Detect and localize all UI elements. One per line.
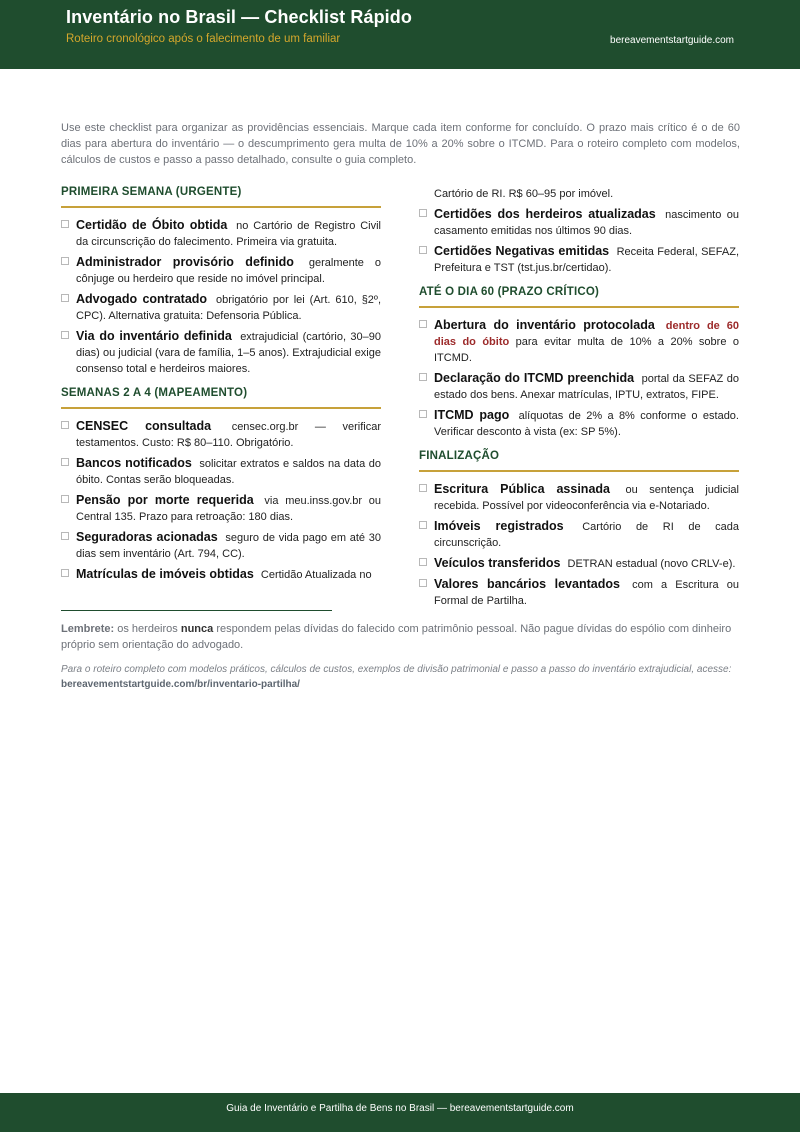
item-label: Bancos notificados [76,456,192,470]
checkbox[interactable] [61,257,69,265]
item-text: via meu.inss.gov.br ou Central 135. Prazo para retroação: 180 dias. [76,495,381,523]
checkbox[interactable] [419,320,427,328]
checklist-item[interactable] [419,555,739,572]
checklist-item[interactable] [61,217,381,250]
item-text: seguro de vida pago em até 30 dias sem inventário (Art. 794, CC). [76,532,381,560]
checklist-item[interactable] [61,254,381,287]
item-text: DETRAN estadual (novo CRLV-e). [567,558,736,570]
section-title-day60: ATÉ O DIA 60 (PRAZO CRÍTICO) [419,286,739,308]
deadline-highlight: dentro de 60 dias do óbito [434,320,739,348]
item-text: solicitar extratos e saldos na data do óbito. Contas serão bloqueadas. [76,458,382,486]
checkbox[interactable] [61,294,69,302]
checklist-item[interactable] [419,518,739,551]
checkbox[interactable] [61,458,69,466]
checkbox[interactable] [419,209,427,217]
item-text: geralmente o cônjuge ou herdeiro que reside no imóvel principal. [76,257,381,285]
header-site-link[interactable]: bereavementstartguide.com [610,35,734,46]
guide-link[interactable]: bereavementstartguide.com/br/inventario-partilha/ [61,679,300,690]
checkbox[interactable] [419,246,427,254]
checklist-item[interactable] [419,481,739,514]
item-text: censec.org.br — verificar testamentos. Custo: R$ 80–110. Obrigatório. [76,421,382,449]
footer-text: Guia de Inventário e Partilha de Bens no Brasil — bereavementstartguide.com [226,1103,574,1114]
item-label: Valores bancários levantados [434,577,620,591]
item-label: Escritura Pública assinada [434,482,610,496]
item-label: Veículos transferidos [434,556,561,570]
item-label: Declaração do ITCMD preenchida [434,371,635,385]
item-label: Certidões Negativas emitidas [434,244,610,258]
checkbox[interactable] [61,569,69,577]
reminder-pre: os herdeiros [117,623,178,635]
reminder-note [61,621,740,653]
checkbox[interactable] [61,495,69,503]
item-label: Via do inventário definida [76,329,232,343]
item-label: CENSEC consultada [76,419,212,433]
checklist-item[interactable] [61,529,381,562]
item-text: Cartório de RI de cada circunscrição. [434,521,740,549]
divider [61,610,332,611]
checklist-item[interactable] [419,370,739,403]
page-footer [0,1093,800,1132]
item-label: Administrador provisório definido [76,255,294,269]
checklist-item[interactable] [61,291,381,324]
item-label: Matrículas de imóveis obtidas [76,567,254,581]
right-column [419,186,739,613]
item-text: Receita Federal, SEFAZ, Prefeitura e TST (tst.jus.br/certidao). [434,246,739,274]
checkbox[interactable] [419,521,427,529]
checkbox[interactable] [419,558,427,566]
checklist-item[interactable] [419,576,739,609]
left-column [61,186,381,587]
reminder-post: respondem pelas dívidas do falecido com patrimônio pessoal. Não pague dívidas do espólio com dinheiro próprio sem orientação do advogado. [61,623,732,651]
checklist-item[interactable] [419,407,739,440]
checklist-item[interactable] [419,206,739,239]
checkbox[interactable] [419,484,427,492]
checklist-item[interactable] [61,418,381,451]
item-label: Pensão por morte requerida [76,493,254,507]
checklist-item[interactable] [419,317,739,366]
checklist-item[interactable] [61,492,381,525]
item-text: nascimento ou casamento emitidas nos últimos 90 dias. [434,209,739,237]
checkbox[interactable] [419,579,427,587]
checklist-item[interactable] [61,566,381,583]
item-text: Certidão Atualizada no [260,569,372,581]
item-label: ITCMD pago [434,408,510,422]
checkbox[interactable] [61,532,69,540]
item-text: extrajudicial (cartório, 30–90 dias) ou judicial (vara de família, 1–5 anos). Extrajudicial exige consenso total e herdeiros maiores. [76,331,381,375]
checklist-item[interactable] [419,243,739,276]
item-text: no Cartório de Registro Civil da circunscrição do falecimento. Primeira via gratuita. [76,220,381,248]
section-title-week1: PRIMEIRA SEMANA (URGENTE) [61,186,381,208]
guide-note: Para o roteiro completo com modelos práticos, cálculos de custos, exemplos de divisão patrimonial e passo a passo do inventário extrajudicial, acesse: [61,664,732,675]
item-text: alíquotas de 2% a 8% conforme o estado. Verificar desconto à vista (ex: SP 5%). [434,410,739,438]
item-label: Certidões dos herdeiros atualizadas [434,207,656,221]
item-label: Certidão de Óbito obtida [76,218,228,232]
checkbox[interactable] [61,331,69,339]
item-text: para evitar multa de 10% a 20% sobre o ITCMD. [434,336,739,364]
item-text: com a Escritura ou Formal de Partilha. [434,579,740,607]
page-title: Inventário no Brasil — Checklist Rápido [66,7,412,27]
intro-paragraph: Use este checklist para organizar as providências essenciais. Marque cada item conforme for concluído. O prazo mais crítico é o de 60 dias para abertura do inventário — o descumprimento gera multa de 10% a 20% sobre o ITCMD. Para o roteiro completo com modelos, cálculos de custos e passo a passo detalhado, consulte o guia completo. [61,122,740,166]
reminder-lead: Lembrete: [61,623,115,635]
item-label: Seguradoras acionadas [76,530,218,544]
checkbox[interactable] [419,410,427,418]
item-text: portal da SEFAZ do estado dos bens. Anexar matrículas, IPTU, extratos, FIPE. [434,373,740,401]
section-title-weeks2to4: SEMANAS 2 A 4 (MAPEAMENTO) [61,387,381,409]
item-text: ou sentença judicial recebida. Possível por videoconferência via e-Notariado. [434,484,739,512]
item-label: Abertura do inventário protocolada [434,318,655,332]
reminder-strong: nunca [180,623,214,635]
checklist-item[interactable] [61,455,381,488]
checkbox[interactable] [61,421,69,429]
item-label: Advogado contratado [76,292,208,306]
page-subtitle: Roteiro cronológico após o falecimento de um familiar [66,33,341,45]
item-label: Imóveis registrados [434,519,564,533]
page-header [0,0,800,69]
checklist-item[interactable] [61,328,381,377]
checkbox[interactable] [419,373,427,381]
item-continuation: Cartório de RI. R$ 60–95 por imóvel. [434,188,614,200]
checkbox[interactable] [61,220,69,228]
section-title-final: FINALIZAÇÃO [419,450,739,472]
item-text: obrigatório por lei (Art. 610, §2º, CPC). Alternativa gratuita: Defensoria Pública. [76,294,382,322]
